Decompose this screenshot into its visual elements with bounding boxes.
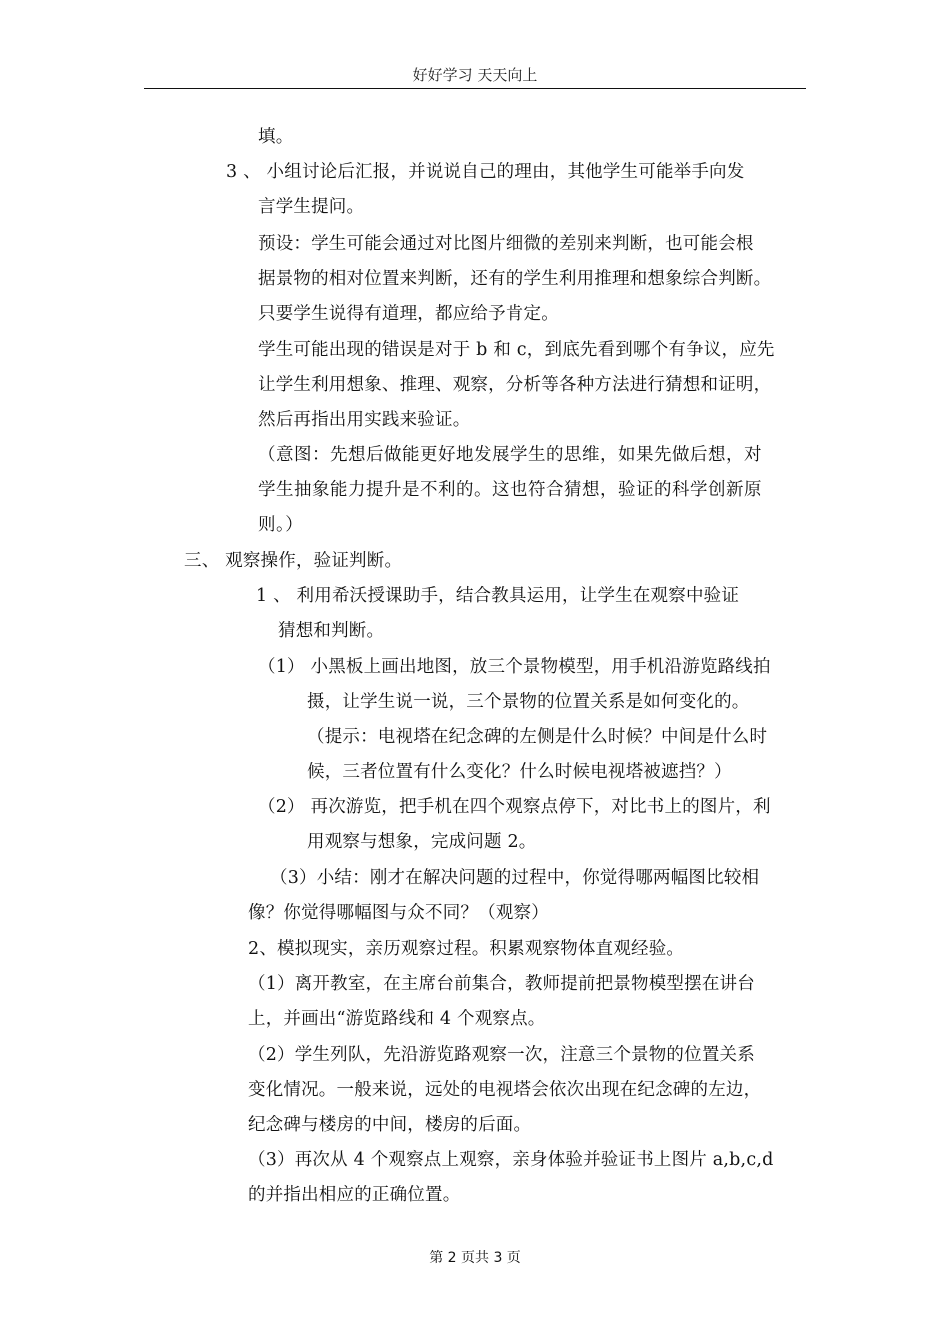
body-line: 预设：学生可能会通过对比图片细微的差别来判断，也可能会根 xyxy=(258,234,754,254)
body-line: 学生可能出现的错误是对于 b 和 c，到底先看到哪个有争议，应先 xyxy=(258,340,775,360)
sub-item-2: （2） 再次游览，把手机在四个观察点停下，对比书上的图片，利 xyxy=(258,797,771,817)
sub-item-1: （1）离开教室，在主席台前集合，教师提前把景物模型摆在讲台 xyxy=(248,974,755,994)
sub-item-2: （2）学生列队，先沿游览路观察一次，注意三个景物的位置关系 xyxy=(248,1045,755,1065)
sub-item-3: （3）小结：刚才在解决问题的过程中，你觉得哪两幅图比较相 xyxy=(270,868,760,888)
intent-note: 学生抽象能力提升是不利的。这也符合猜想，验证的科学创新原 xyxy=(258,480,762,500)
header-rule xyxy=(144,88,806,89)
body-line: 纪念碑与楼房的中间，楼房的后面。 xyxy=(248,1115,532,1135)
list-item-1: 1 、 利用希沃授课助手，结合教具运用，让学生在观察中验证 xyxy=(256,586,740,606)
hint-note: 候，三者位置有什么变化？什么时候电视塔被遮挡？） xyxy=(307,762,732,782)
body-line: 言学生提问。 xyxy=(258,197,365,217)
hint-note: （提示：电视塔在纪念碑的左侧是什么时候？中间是什么时 xyxy=(307,727,768,747)
body-line: 像？你觉得哪幅图与众不同？（观察） xyxy=(248,903,549,923)
body-line: 用观察与想象，完成问题 2。 xyxy=(307,832,537,852)
section-heading-3: 三、 观察操作，验证判断。 xyxy=(184,551,403,571)
body-line: 然后再指出用实践来验证。 xyxy=(258,410,471,430)
body-line: 只要学生说得有道理，都应给予肯定。 xyxy=(258,304,559,324)
list-item-2: 2、模拟现实，亲历观察过程。积累观察物体直观经验。 xyxy=(248,939,685,959)
body-line: 填。 xyxy=(258,127,294,147)
intent-note: 则。） xyxy=(258,515,304,535)
body-line: 让学生利用想象、推理、观察，分析等各种方法进行猜想和证明， xyxy=(258,375,772,395)
sub-item-3: （3）再次从 4 个观察点上观察，亲身体验并验证书上图片 a,b,c,d xyxy=(248,1150,774,1170)
body-line: 的并指出相应的正确位置。 xyxy=(248,1185,461,1205)
page-header: 好好学习 天天向上 xyxy=(412,66,538,84)
list-item-3: 3 、 小组讨论后汇报，并说说自己的理由，其他学生可能举手向发 xyxy=(226,162,745,182)
body-line: 猜想和判断。 xyxy=(278,621,385,641)
body-line: 变化情况。一般来说，远处的电视塔会依次出现在纪念碑的左边， xyxy=(248,1080,762,1100)
intent-note: （意图：先想后做能更好地发展学生的思维，如果先做后想，对 xyxy=(258,445,762,465)
page-number: 第 2 页共 3 页 xyxy=(429,1250,521,1266)
body-line: 摄，让学生说一说，三个景物的位置关系是如何变化的。 xyxy=(307,692,750,712)
body-line: 上，并画出“游览路线和 4 个观察点。 xyxy=(248,1009,546,1029)
body-line: 据景物的相对位置来判断，还有的学生利用推理和想象综合判断。 xyxy=(258,269,772,289)
sub-item-1: （1） 小黑板上画出地图，放三个景物模型，用手机沿游览路线拍 xyxy=(258,657,771,677)
